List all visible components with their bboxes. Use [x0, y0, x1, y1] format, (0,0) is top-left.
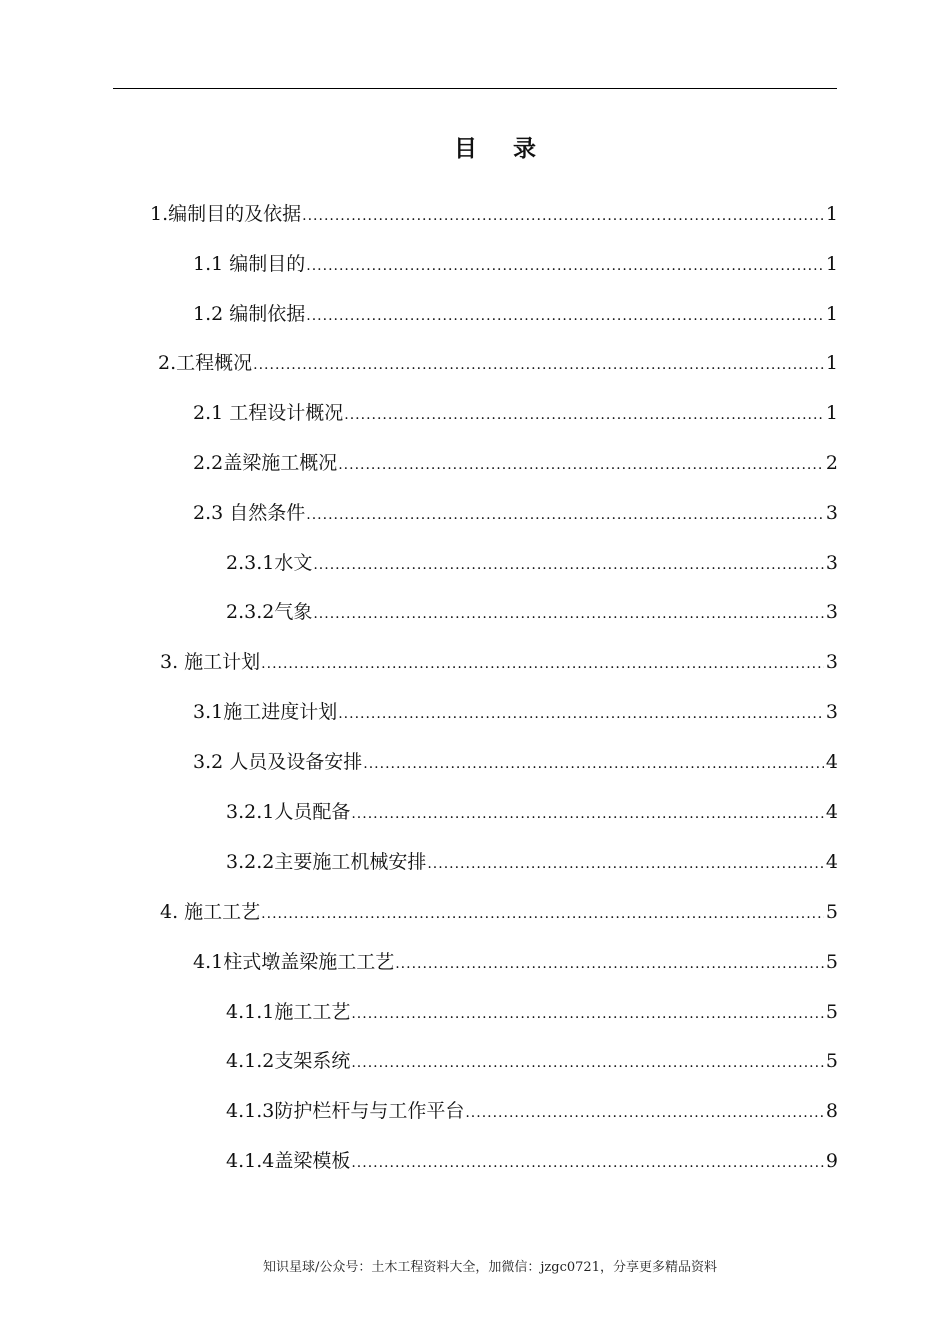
toc-entry-label: 4.1.2支架系统: [226, 1050, 351, 1072]
toc-dot-leader: [351, 1049, 824, 1077]
toc-dot-leader: [338, 451, 824, 479]
toc-dot-leader: [302, 202, 824, 230]
toc-entry[interactable]: [160, 898, 838, 926]
toc-entry-label: 2.3.2气象: [226, 601, 313, 623]
toc-dot-leader: [261, 900, 824, 928]
toc-dot-leader: [253, 351, 824, 379]
toc-dot-leader: [395, 950, 824, 978]
toc-entry[interactable]: [150, 200, 838, 228]
toc-entry-label: 4.1柱式墩盖梁施工工艺: [193, 951, 395, 973]
toc-dot-leader: [313, 600, 824, 628]
toc-entry-page: 4: [825, 801, 838, 823]
toc-entry-page: 5: [825, 1050, 838, 1072]
toc-entry-label: 3.1施工进度计划: [193, 701, 338, 723]
toc-entry-page: 2: [825, 452, 838, 474]
toc-entry-page: 1: [825, 303, 838, 325]
toc-entry-page: 5: [825, 951, 838, 973]
toc-entry-page: 1: [825, 402, 838, 424]
toc-entry-page: 5: [825, 901, 838, 923]
toc-entry-label: 1.1 编制目的: [193, 253, 306, 275]
toc-entry[interactable]: [193, 300, 838, 328]
toc-dot-leader: [338, 700, 824, 728]
toc-entry-label: 2.3.1水文: [226, 552, 313, 574]
toc-dot-leader: [351, 1000, 824, 1028]
page-title: 目 录: [453, 135, 550, 162]
toc-entry-label: 3.2.2主要施工机械安排: [226, 851, 427, 873]
toc-entry[interactable]: [226, 998, 838, 1026]
toc-dot-leader: [306, 501, 824, 529]
toc-entry-label: 4.1.1施工工艺: [226, 1001, 351, 1023]
toc-entry-label: 4.1.4盖梁模板: [226, 1150, 351, 1172]
toc-entry[interactable]: [193, 948, 838, 976]
toc-entry-page: 3: [825, 651, 838, 673]
toc-entry[interactable]: [226, 1147, 838, 1175]
toc-entry-page: 3: [825, 502, 838, 524]
toc-entry-label: 3.2 人员及设备安排: [193, 751, 363, 773]
toc-entry-label: 3. 施工计划: [160, 651, 261, 673]
toc-entry[interactable]: [226, 598, 838, 626]
toc-entry[interactable]: [193, 399, 838, 427]
toc-entry[interactable]: [226, 848, 838, 876]
toc-dot-leader: [306, 302, 824, 330]
toc-entry-page: 1: [825, 253, 838, 275]
toc-entry[interactable]: [226, 549, 838, 577]
toc-entry-page: 4: [825, 751, 838, 773]
toc-entry[interactable]: [193, 748, 838, 776]
toc-entry-page: 1: [825, 352, 838, 374]
toc-entry-page: 3: [825, 601, 838, 623]
toc-entry-label: 2.1 工程设计概况: [193, 402, 344, 424]
toc-entry-label: 1.2 编制依据: [193, 303, 306, 325]
toc-dot-leader: [261, 650, 824, 678]
toc-dot-leader: [363, 750, 824, 778]
toc-entry[interactable]: [226, 1047, 838, 1075]
toc-entry-label: 3.2.1人员配备: [226, 801, 351, 823]
toc-entry-page: 4: [825, 851, 838, 873]
toc-entry-label: 4.1.3防护栏杆与与工作平台: [226, 1100, 465, 1122]
footer-note: 知识星球/公众号：土木工程资料大全，加微信：jzgc0721，分享更多精品资料: [263, 1260, 717, 1275]
toc-dot-leader: [351, 1149, 824, 1177]
toc-dot-leader: [427, 850, 824, 878]
toc-entry-page: 8: [825, 1100, 838, 1122]
toc-entry[interactable]: [226, 1097, 838, 1125]
toc-entry-label: 2.3 自然条件: [193, 502, 306, 524]
toc-entry-page: 5: [825, 1001, 838, 1023]
toc-entry[interactable]: [193, 250, 838, 278]
toc-dot-leader: [465, 1099, 824, 1127]
toc-dot-leader: [313, 551, 824, 579]
toc-entry-label: 2.2盖梁施工概况: [193, 452, 338, 474]
toc-entry-page: 9: [825, 1150, 838, 1172]
toc-dot-leader: [344, 401, 824, 429]
toc-entry-page: 1: [825, 203, 838, 225]
toc-entry-label: 1.编制目的及依据: [150, 203, 302, 225]
toc-entry-page: 3: [825, 701, 838, 723]
toc-dot-leader: [306, 252, 824, 280]
toc-entry[interactable]: [193, 449, 838, 477]
toc-entry-page: 3: [825, 552, 838, 574]
toc-entry[interactable]: [160, 648, 838, 676]
toc-entry[interactable]: [226, 798, 838, 826]
toc-entry[interactable]: [158, 349, 838, 377]
toc-entry[interactable]: [193, 499, 838, 527]
toc-dot-leader: [351, 800, 824, 828]
toc-entry[interactable]: [193, 698, 838, 726]
toc-entry-label: 4. 施工工艺: [160, 901, 261, 923]
toc-entry-label: 2.工程概况: [158, 352, 253, 374]
